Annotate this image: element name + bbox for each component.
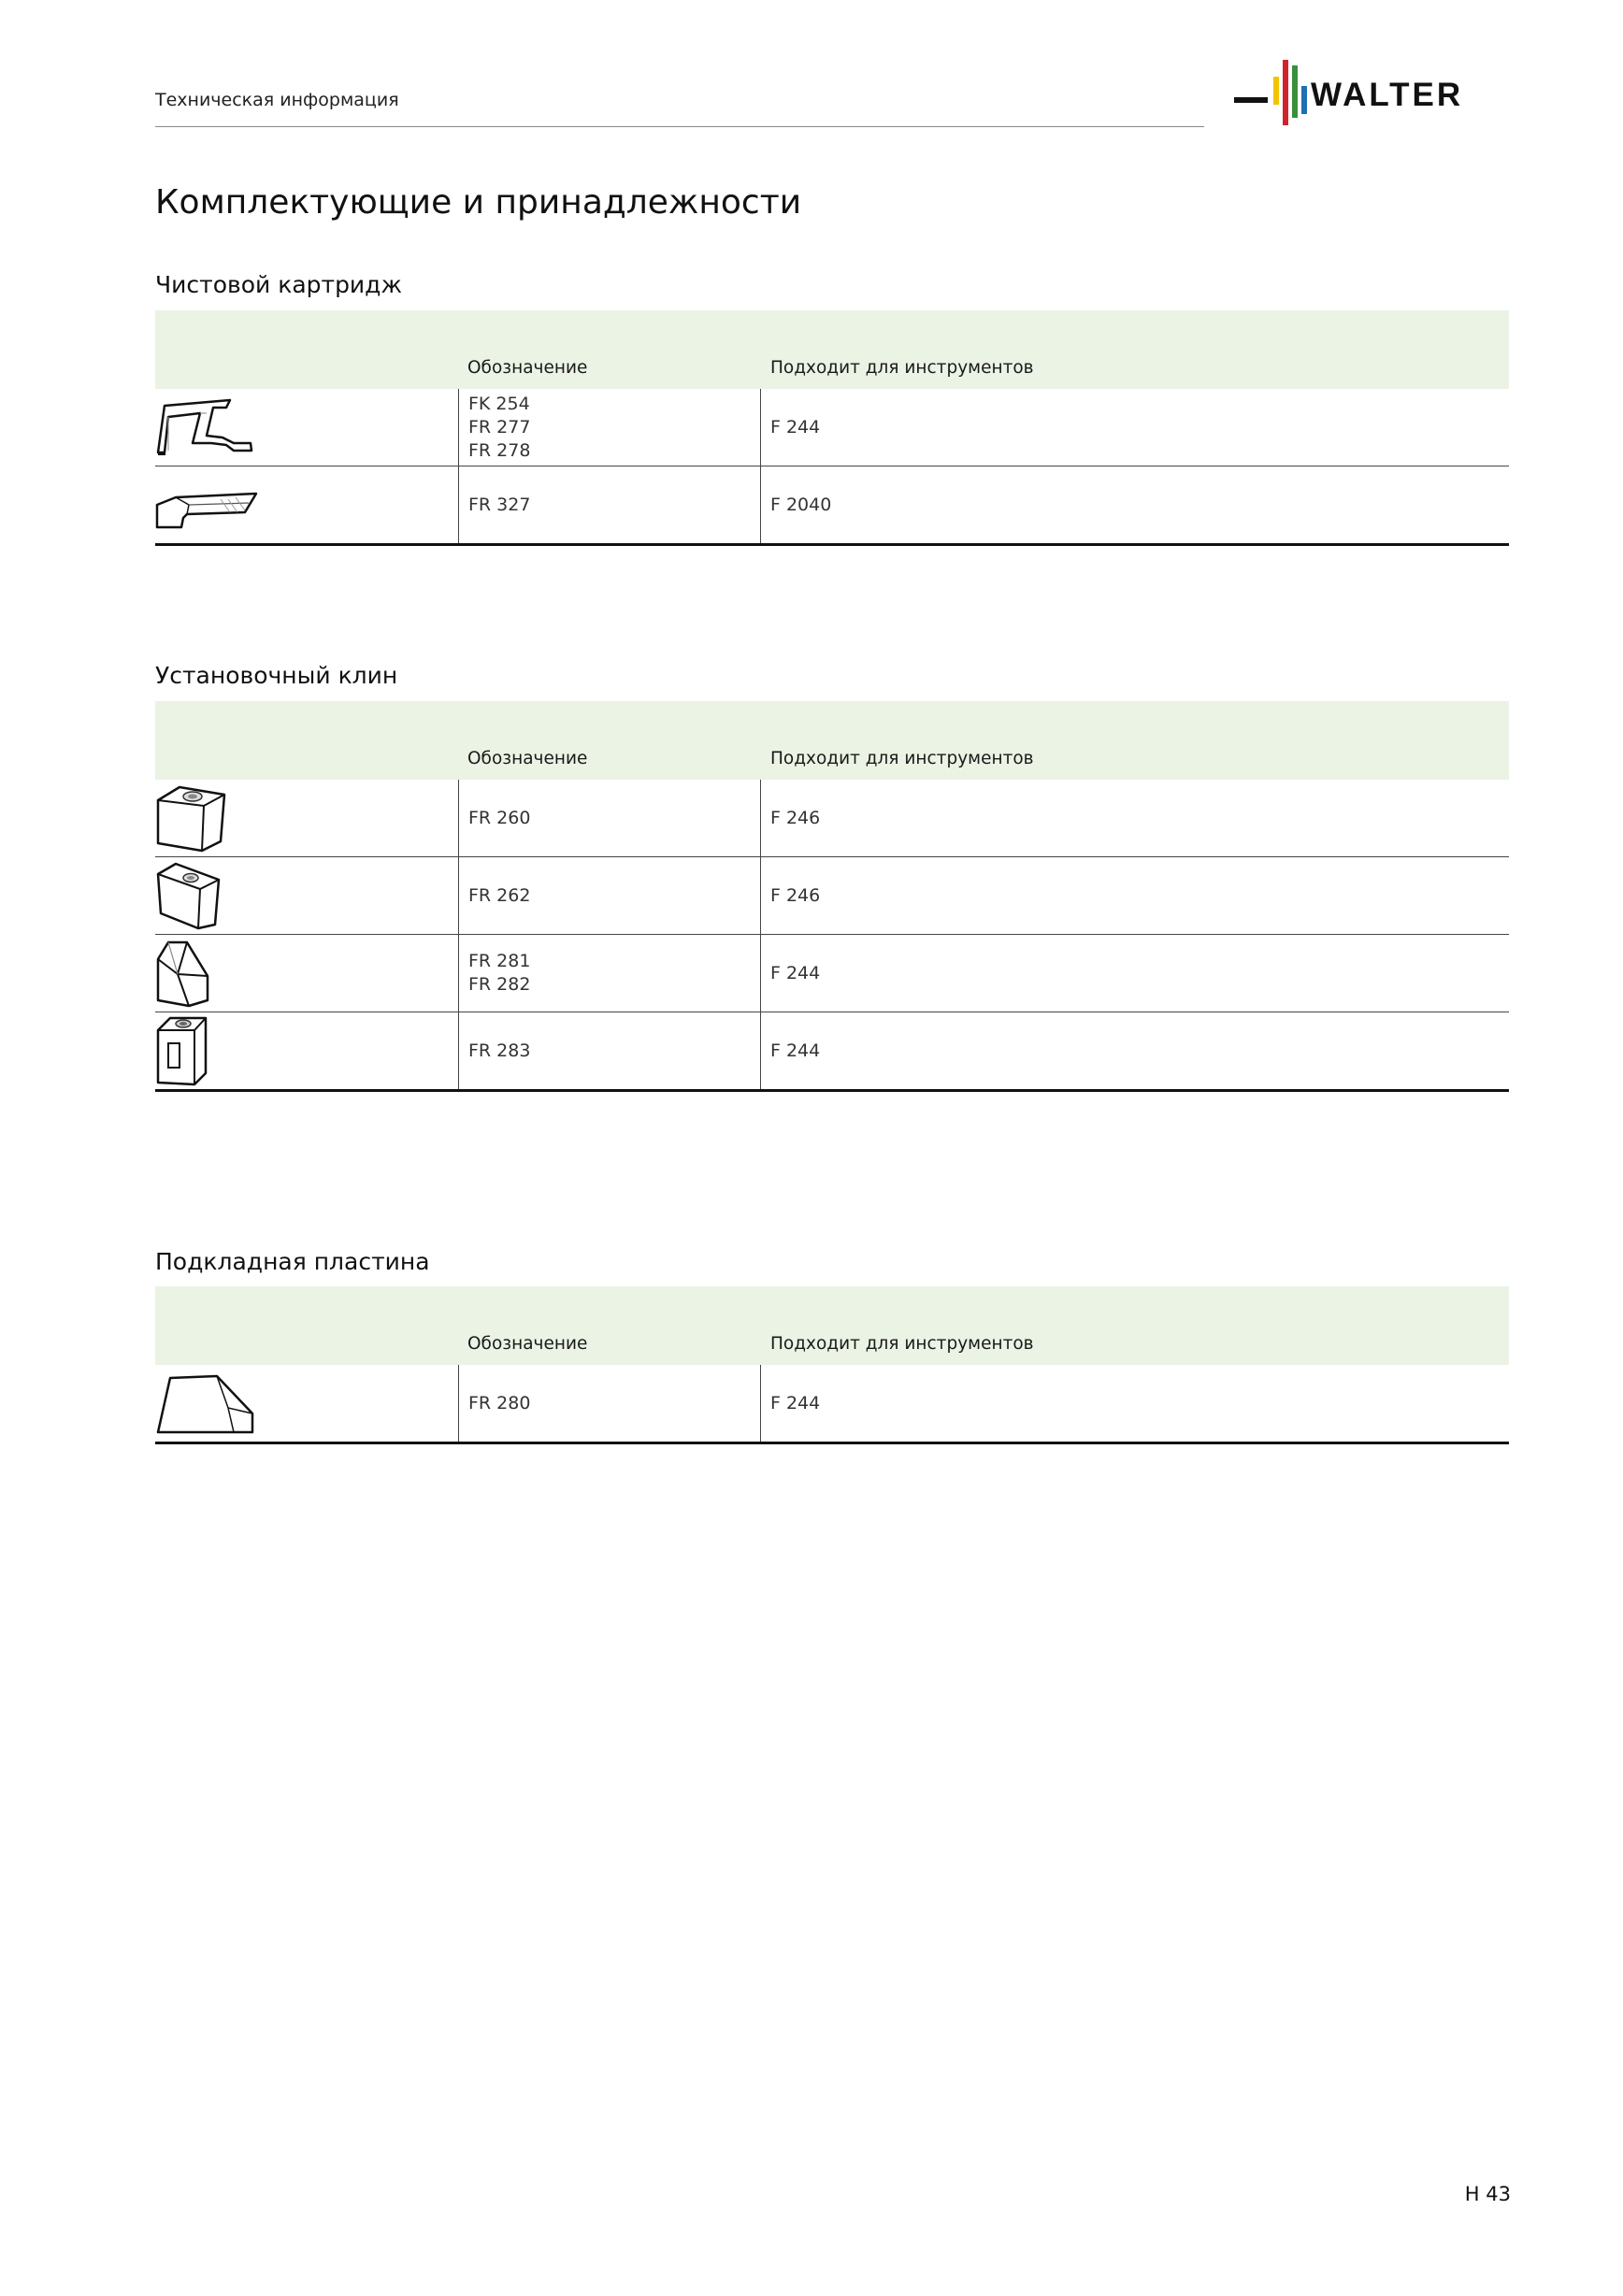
table-row [155,1365,1509,1444]
wedge-block-slanted-icon [155,861,226,930]
section-title-adjusting-wedge: Установочный клин [155,662,398,689]
fits-cell [760,1012,1509,1089]
header-section-label: Техническая информация [155,90,399,110]
logo-bar-blue [1301,86,1307,114]
fits-cell [760,466,1509,543]
table-header [155,310,1509,389]
designation-value: FK 254 [468,393,530,414]
finishing-cartridge-profile-icon [155,395,267,460]
column-header-fits: Подходит для инструментов [770,749,1034,768]
row-image [155,1012,456,1089]
designation-value: FR 281 [468,951,531,971]
fits-cell [760,935,1509,1012]
column-header-designation: Обозначение [467,358,588,378]
table-row [155,935,1509,1012]
logo-wordmark: WALTER [1311,77,1464,113]
table-header [155,1286,1509,1365]
page-title: Комплектующие и принадлежности [155,183,802,222]
designation-cell [458,1365,759,1442]
wedge-block-slot-icon [155,1015,211,1086]
designation-value: FR 327 [468,494,531,515]
designation-value: FR 282 [468,974,531,995]
designation-value: FR 283 [468,1040,531,1061]
designation-value: FR 260 [468,807,531,828]
table-row [155,1012,1509,1092]
designation-value: FR 262 [468,884,531,906]
fits-value: F 244 [770,962,821,983]
section-title-shim-plate: Подкладная пластина [155,1248,430,1275]
fits-cell [760,1365,1509,1442]
column-header-designation: Обозначение [467,749,588,768]
table-row [155,780,1509,857]
designation-value: FR 278 [468,439,531,461]
table-row [155,857,1509,935]
row-image [155,935,456,1012]
designation-value: FR 280 [468,1392,531,1413]
fits-cell [760,857,1509,934]
row-image [155,1365,456,1442]
fits-value: F 244 [770,1040,821,1061]
table-row [155,389,1509,466]
designation-cell [458,1012,759,1089]
column-header-fits: Подходит для инструментов [770,1334,1034,1354]
table-shim-plate [155,1286,1509,1444]
logo-bar-dash [1234,97,1268,103]
shim-plate-icon [155,1370,256,1436]
table-header [155,701,1509,780]
column-header-designation: Обозначение [467,1334,588,1354]
designation-cell [458,857,759,934]
fits-cell [760,389,1509,466]
fits-cell [760,780,1509,856]
designation-cell [458,466,759,543]
wedge-block-chamfer-icon [155,939,213,1008]
table-finishing-cartridge [155,310,1509,546]
section-title-finishing-cartridge: Чистовой картридж [155,271,402,298]
designation-value: FR 277 [468,416,531,438]
fits-value: F 244 [770,416,821,438]
fits-value: F 246 [770,884,821,906]
finishing-cartridge-flat-icon [155,477,267,533]
logo-bar-green [1292,65,1298,118]
fits-value: F 244 [770,1392,821,1413]
logo-bar-red [1283,60,1288,125]
designation-cell [458,389,759,466]
designation-cell [458,780,759,856]
row-image [155,780,456,856]
designation-cell [458,935,759,1012]
column-header-fits: Подходит для инструментов [770,358,1034,378]
fits-value: F 2040 [770,494,832,515]
table-adjusting-wedge [155,701,1509,1092]
row-image [155,389,456,466]
row-image [155,857,456,934]
walter-logo [1234,60,1511,131]
header-divider [155,126,1204,127]
logo-bar-yellow [1273,77,1279,105]
table-row [155,466,1509,546]
row-image [155,466,456,543]
wedge-block-hole-icon [155,783,230,853]
fits-value: F 246 [770,807,821,828]
page-number: H 43 [1464,2183,1511,2205]
